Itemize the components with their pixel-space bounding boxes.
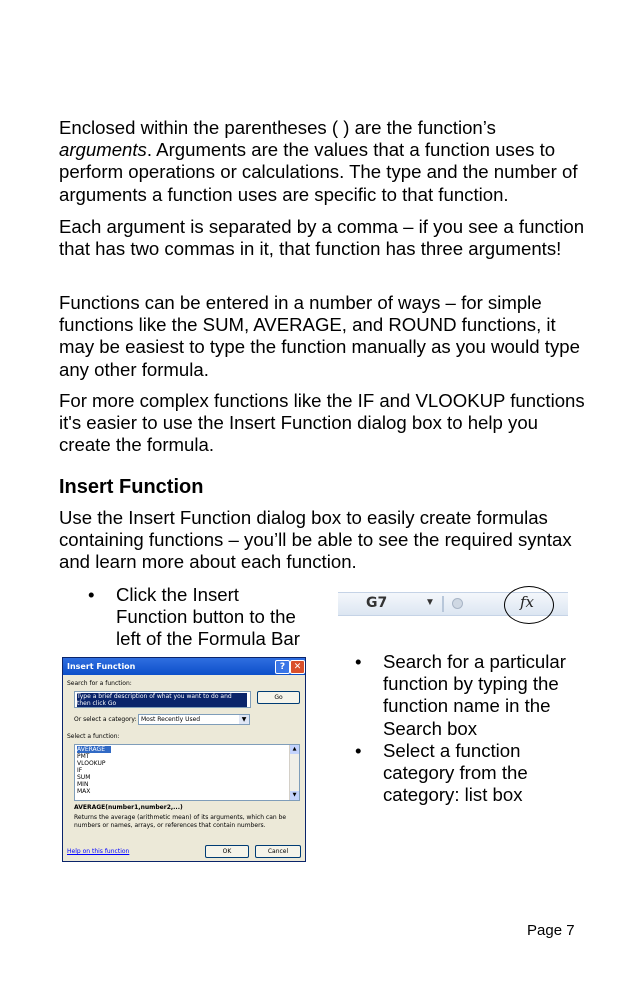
category-value: Most Recently Used (141, 716, 201, 723)
cancel-button: Cancel (255, 845, 301, 858)
name-box: G7 (366, 595, 388, 611)
help-icon: ? (275, 660, 290, 674)
function-description: Returns the average (arithmetic mean) of its arguments, which can be numbers or names, arrays, or references that contain numbers. (74, 814, 287, 829)
bullet-icon: • (88, 584, 95, 605)
dialog-title-bar (63, 658, 305, 675)
bullet-text: Select a function category from the category: list box (383, 739, 528, 806)
dialog-title: Insert Function (67, 662, 136, 671)
list-item: VLOOKUP (77, 760, 106, 767)
highlight-circle (504, 586, 554, 624)
paragraph-arguments (59, 117, 589, 206)
search-value: Type a brief description of what you want to do and then click Go (77, 693, 247, 707)
bullet-list-left (88, 584, 310, 651)
close-icon: ✕ (290, 660, 305, 674)
bullet-text: Click the Insert Function button to the left of the Formula Bar (116, 584, 300, 650)
divider (442, 596, 444, 612)
function-list (74, 744, 300, 801)
go-button: Go (257, 691, 300, 704)
bullet-icon: • (355, 651, 362, 672)
section-intro: Use the Insert Function dialog box to easily create formulas containing functions – you’ll be able to see the required syntax and learn more about each function. (59, 507, 572, 573)
formula-bar-image (338, 588, 568, 618)
paragraph-entry-methods: Functions can be entered in a number of ways – for simple functions like the SUM, AVERAGE, and ROUND functions, it may be easiest to type the function manually as you would type any other formula. (59, 292, 580, 380)
grip-icon (452, 598, 463, 609)
help-link: Help on this function (67, 848, 130, 855)
bullet-item (88, 584, 310, 651)
list-scrollbar (289, 745, 299, 800)
paragraph-commas: Each argument is separated by a comma – if you see a function that has two commas in it, that function has three arguments! (59, 216, 585, 260)
dropdown-arrow-icon: ▼ (425, 597, 435, 608)
category-label: Or select a category: (74, 716, 137, 723)
select-function-label: Select a function: (67, 733, 120, 740)
p1-text-start: Enclosed within the parentheses ( ) are the function’s (59, 117, 496, 138)
scroll-down-icon: ▼ (290, 791, 299, 800)
section-heading: Insert Function (59, 476, 204, 498)
list-item: SUM (77, 774, 91, 781)
search-input (74, 691, 251, 708)
insert-function-icon: fx (520, 593, 535, 611)
chevron-down-icon: ▼ (239, 715, 249, 724)
list-item: MIN (77, 781, 89, 788)
list-item: MAX (77, 788, 91, 795)
page-number: Page 7 (527, 922, 575, 939)
function-syntax: AVERAGE(number1,number2,...) (74, 804, 183, 811)
list-item: PMT (77, 753, 90, 760)
bullet-text: Search for a particular function by typing the function name in the Search box (383, 651, 566, 739)
list-item: AVERAGE (77, 746, 111, 753)
bullet-item (355, 651, 580, 740)
insert-function-dialog (62, 657, 306, 862)
search-label: Search for a function: (67, 680, 132, 687)
list-item: IF (77, 767, 83, 774)
ok-button: OK (205, 845, 249, 858)
bullet-item (355, 740, 580, 807)
bullet-icon: • (355, 739, 362, 761)
bullet-list-right (355, 651, 580, 806)
category-select (138, 714, 250, 725)
scroll-up-icon: ▲ (290, 745, 299, 754)
arguments-term: arguments (59, 139, 147, 161)
paragraph-complex-functions: For more complex functions like the IF and VLOOKUP functions it's easier to use the Insert Function dialog box to help you create the formula. (59, 390, 585, 456)
p1-text-end: . Arguments are the values that a function uses to perform operations or calculations. The type and the number of arguments a function uses are specific to that function. (59, 139, 578, 205)
